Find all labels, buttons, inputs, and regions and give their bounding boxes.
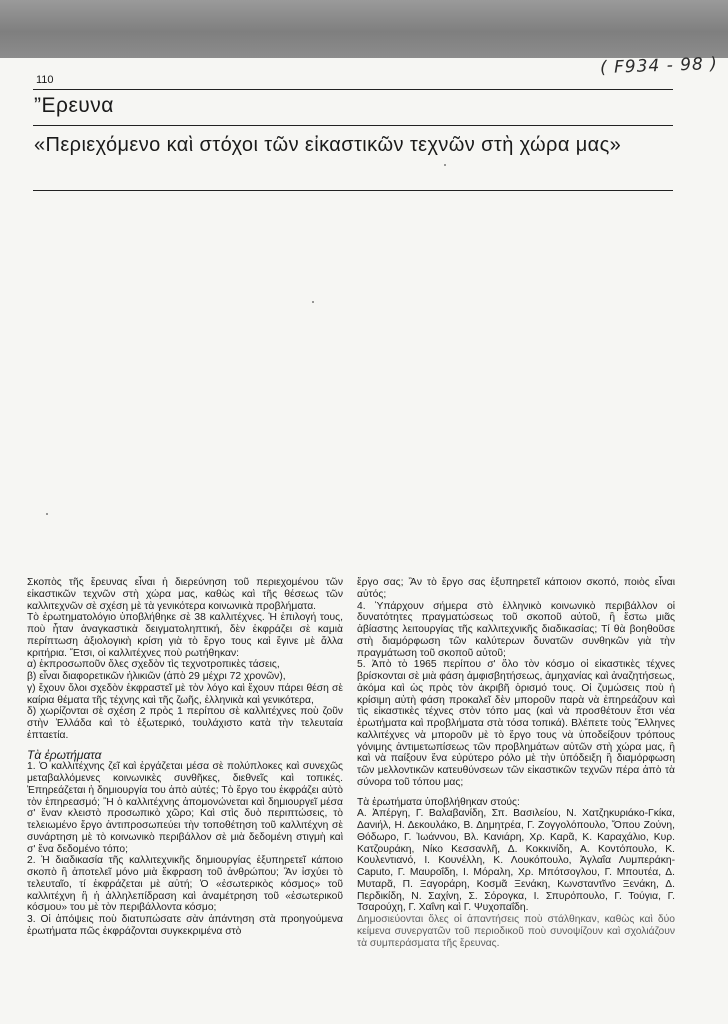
intro-paragraph: Σκοπὸς τῆς ἔρευνας εἶναι ἡ διερεύνηση τοῦ περιεχομένου τῶν εἰκαστικῶν τεχνῶν στὴ χώρα μας, καθὼς καὶ τῆς θέσεως τῶν καλλιτεχνῶν σὲ σχέση μὲ τὰ γενικότερα κοινωνικὰ προβλήματα. <box>27 577 343 612</box>
question-item: 2. Ἡ διαδικασία τῆς καλλιτεχνικῆς δημιουργίας ἐξυπηρετεῖ κάποιο σκοπὸ ἢ ἀποτελεῖ μόνο μιὰ ἔκφραση τοῦ ἀνθρώπου; Ἂν ἰσχύει τὸ τελευταῖο, τί ἐκφράζεται μὲ αὐτή; Ὁ «ἐσωτερικὸς κόσμος» τοῦ καλλιτέχνη ἢ ἡ ἀλληλεπίδραση καὶ ἀναμέτρηση τοῦ «ἐσωτερικοῦ κόσμου» του μὲ τὸν περιβάλλοντα κόσμο; <box>27 855 343 914</box>
questions-heading: Τὰ ἐρωτήματα <box>27 747 102 762</box>
section-rule <box>33 125 673 126</box>
question-item: 3. Οἱ ἀπόψεις ποὺ διατυπώσατε σὰν ἀπάντηση στὰ προηγούμενα ἐρωτήματα πῶς ἐκφράζονται συγκεκριμένα στὸ <box>27 914 343 937</box>
page-number: 110 <box>36 74 54 86</box>
left-column <box>27 577 343 938</box>
closing-note: Δημοσιεύονται ὅλες οἱ ἀπαντήσεις ποὺ στάλθηκαν, καθὼς καὶ δύο κείμενα συνεργατῶν τοῦ περιοδικοῦ ποὺ συνοψίζουν καὶ σχολιάζουν τὰ συμπεράσματα τῆς ἔρευνας. <box>357 914 675 949</box>
article-title: «Περιεχόμενο καὶ στόχοι τῶν εἰκαστικῶν τεχνῶν στὴ χώρα μας» <box>34 134 622 156</box>
scan-top-shadow <box>0 0 728 58</box>
question-item: 1. Ὁ καλλιτέχνης ζεῖ καὶ ἐργάζεται μέσα σὲ πολύπλοκες καὶ συνεχῶς μεταβαλλόμενες κοινωνικὲς συνθῆκες, διεθνεῖς καὶ τοπικές. Ἐπηρεάζεται ἡ δημιουργία του ἀπὸ αὐτές; Τὸ ἔργο του ἐκφράζει αὐτὸ τὸν ἐπηρεασμό; Ἢ ὁ καλλιτέχνης ἀπομονώνεται καὶ δημιουργεῖ μέσα σ' ἕναν κλειστὸ προσωπικὸ χῶρο; Καὶ στὶς δυὸ περιπτώσεις, τὸ τελειωμένο ἔργο ἀντιπροσωπεύει τὴν τοποθέτηση τοῦ καλλιτέχνη σὲ συνάρτηση μὲ τὸ κοινωνικὸ περιβάλλον σὲ μιὰ δεδομένη στιγμὴ καὶ σ' ἕνα δεδομένο τόπο; <box>27 761 343 855</box>
right-column <box>357 577 675 949</box>
question-item: 5. Ἀπὸ τὸ 1965 περίπου σ' ὅλο τὸν κόσμο οἱ εἰκαστικὲς τέχνες βρίσκονται σὲ μιὰ φάση ἀμφισβητήσεως, ἀμηχανίας καὶ ἀναζητήσεως, ἀκόμα καὶ ὡς πρὸς τὸν ἀκριβῆ ὁρισμό τους. Οἱ ζυμώσεις ποὺ ἡ κρίσιμη αὐτὴ φάση προκαλεῖ δὲν μποροῦν παρὰ νὰ ἐπηρεάζουν καὶ τὶς εἰκαστικὲς τέχνες στὸν τόπο μας (καὶ νὰ προσθέτουν ἔτσι νέα ἐρωτήματα καὶ προβλήματα στὰ τόσα τοπικά). Βλέπετε τοὺς Ἕλληνες καλλιτέχνες νὰ μποροῦν μὲ τὸ ἔργο τους νὰ ὑποδείξουν τρόπους γόνιμης ἀντιμετωπίσεως τῶν προβλημάτων αὐτῶν στὴ χώρα μας, ἢ καὶ νὰ παίξουν ἕνα εὐρύτερο ρόλο μὲ τὴν ὑπόδειξη ἢ διαμόρφωση τῶν μελλοντικῶν κατευθύνσεων τῶν εἰκαστικῶν τεχνῶν πέρα ἀπὸ τὰ σύνορα τοῦ τόπου μας; <box>357 659 675 788</box>
criteria-item: β) εἶναι διαφορετικῶν ἡλικιῶν (ἀπὸ 29 μέχρι 72 χρονῶν), <box>27 671 286 682</box>
criteria-item: δ) χωρίζονται σὲ σχέση 2 πρὸς 1 περίπου σὲ καλλιτέχνες ποὺ ζοῦν στὴν Ἑλλάδα καὶ τὸ ἐξωτερικό, τουλάχιστο κατὰ τὴν τελευταία ἑπταετία. <box>27 706 343 741</box>
section-label: ”Ερευνα <box>34 94 114 117</box>
header-rule <box>33 89 673 90</box>
scan-speck <box>46 513 48 515</box>
scan-speck <box>312 301 314 303</box>
method-paragraph: Τὸ ἐρωτηματολόγιο ὑποβλήθηκε σὲ 38 καλλιτέχνες. Ἡ ἐπιλογή τους, ποὺ ἦταν ἀναγκαστικὰ δειγματοληπτική, δὲν ἐκφράζει σὲ καμιὰ περίπτωση ἀξιολογικὴ κρίση γιὰ τὸ ἔργο τους καὶ ἔγινε μὲ ἄλλα κριτήρια. Ἔτσι, οἱ καλλιτέχνες ποὺ ρωτήθηκαν: <box>27 612 343 659</box>
handwritten-annotation: ( F934 - 98 ) <box>599 53 719 79</box>
title-rule <box>33 190 673 191</box>
criteria-item: α) ἐκπροσωποῦν ὅλες σχεδὸν τὶς τεχνοτροπικὲς τάσεις, <box>27 659 280 671</box>
question-item: 4. Ὑπάρχουν σήμερα στὸ ἑλληνικὸ κοινωνικὸ περιβάλλον οἱ δυνατότητες πραγματώσεως τοῦ σκοποῦ αὐτοῦ, ἢ ἔστω μιᾶς ἀβίαστης λειτουργίας τῆς καλλιτεχνικῆς διαδικασίας; Τί θὰ βοηθοῦσε στὴ διαμόρφωση τῶν καλύτερων δυνατῶν συνθηκῶν γιὰ τὴν πραγμάτωση τοῦ σκοποῦ αὐτοῦ; <box>357 600 675 659</box>
criteria-item: γ) ἔχουν ὅλοι σχεδὸν ἐκφραστεῖ μὲ τὸν λόγο καὶ ἔχουν πάρει θέση σὲ καίρια θέματα τῆς τέχνης καὶ τῆς ζωῆς, ἑλληνικὰ καὶ γενικότερα, <box>27 682 343 706</box>
question-continued: ἔργο σας; Ἂν τὸ ἔργο σας ἐξυπηρετεῖ κάποιον σκοπό, ποιὸς εἶναι αὐτός; <box>357 577 675 600</box>
participants-intro: Τὰ ἐρωτήματα ὑποβλήθηκαν στούς: <box>357 796 520 808</box>
participants-list: Α. Ἀπέργη, Γ. Βαλαβανίδη, Σπ. Βασιλείου, Ν. Χατζηκυριάκο-Γκίκα, Δανιήλ, Η. Δεκουλάκο, Β. Δημητρέα, Γ. Ζογγολόπουλο, Ὄπου Ζούνη, Θόδωρο, Γ. Ἰωάννου, Βλ. Κανιάρη, Χρ. Καρᾶ, Κ. Καραχάλιο, Κυρ. Κατζουράκη, Νίκο Κεσσανλῆ, Δ. Κοκκινίδη, Α. Κοντόπουλο, Κ. Κουλεντιανό, Ι. Κουνέλλη, Κ. Λουκόπουλο, Ἀγλαΐα Λυμπεράκη-Caputo, Γ. Μαυροΐδη, Ι. Μόραλη, Χρ. Μπότσογλου, Γ. Μπουτέα, Δ. Μυταρᾶ, Π. Ξαγοράρη, Κοσμᾶ Ξενάκη, Κωνσταντῖνο Ξενάκη, Δ. Περδικίδη, Ν. Σαχίνη, Σ. Σόρογκα, Ι. Σπυρόπουλο, Γ. Τούγια, Γ. Τσαρούχη, Γ. Χαΐνη καὶ Γ. Ψυχοπαΐδη. <box>357 808 675 914</box>
scan-speck <box>444 164 446 166</box>
